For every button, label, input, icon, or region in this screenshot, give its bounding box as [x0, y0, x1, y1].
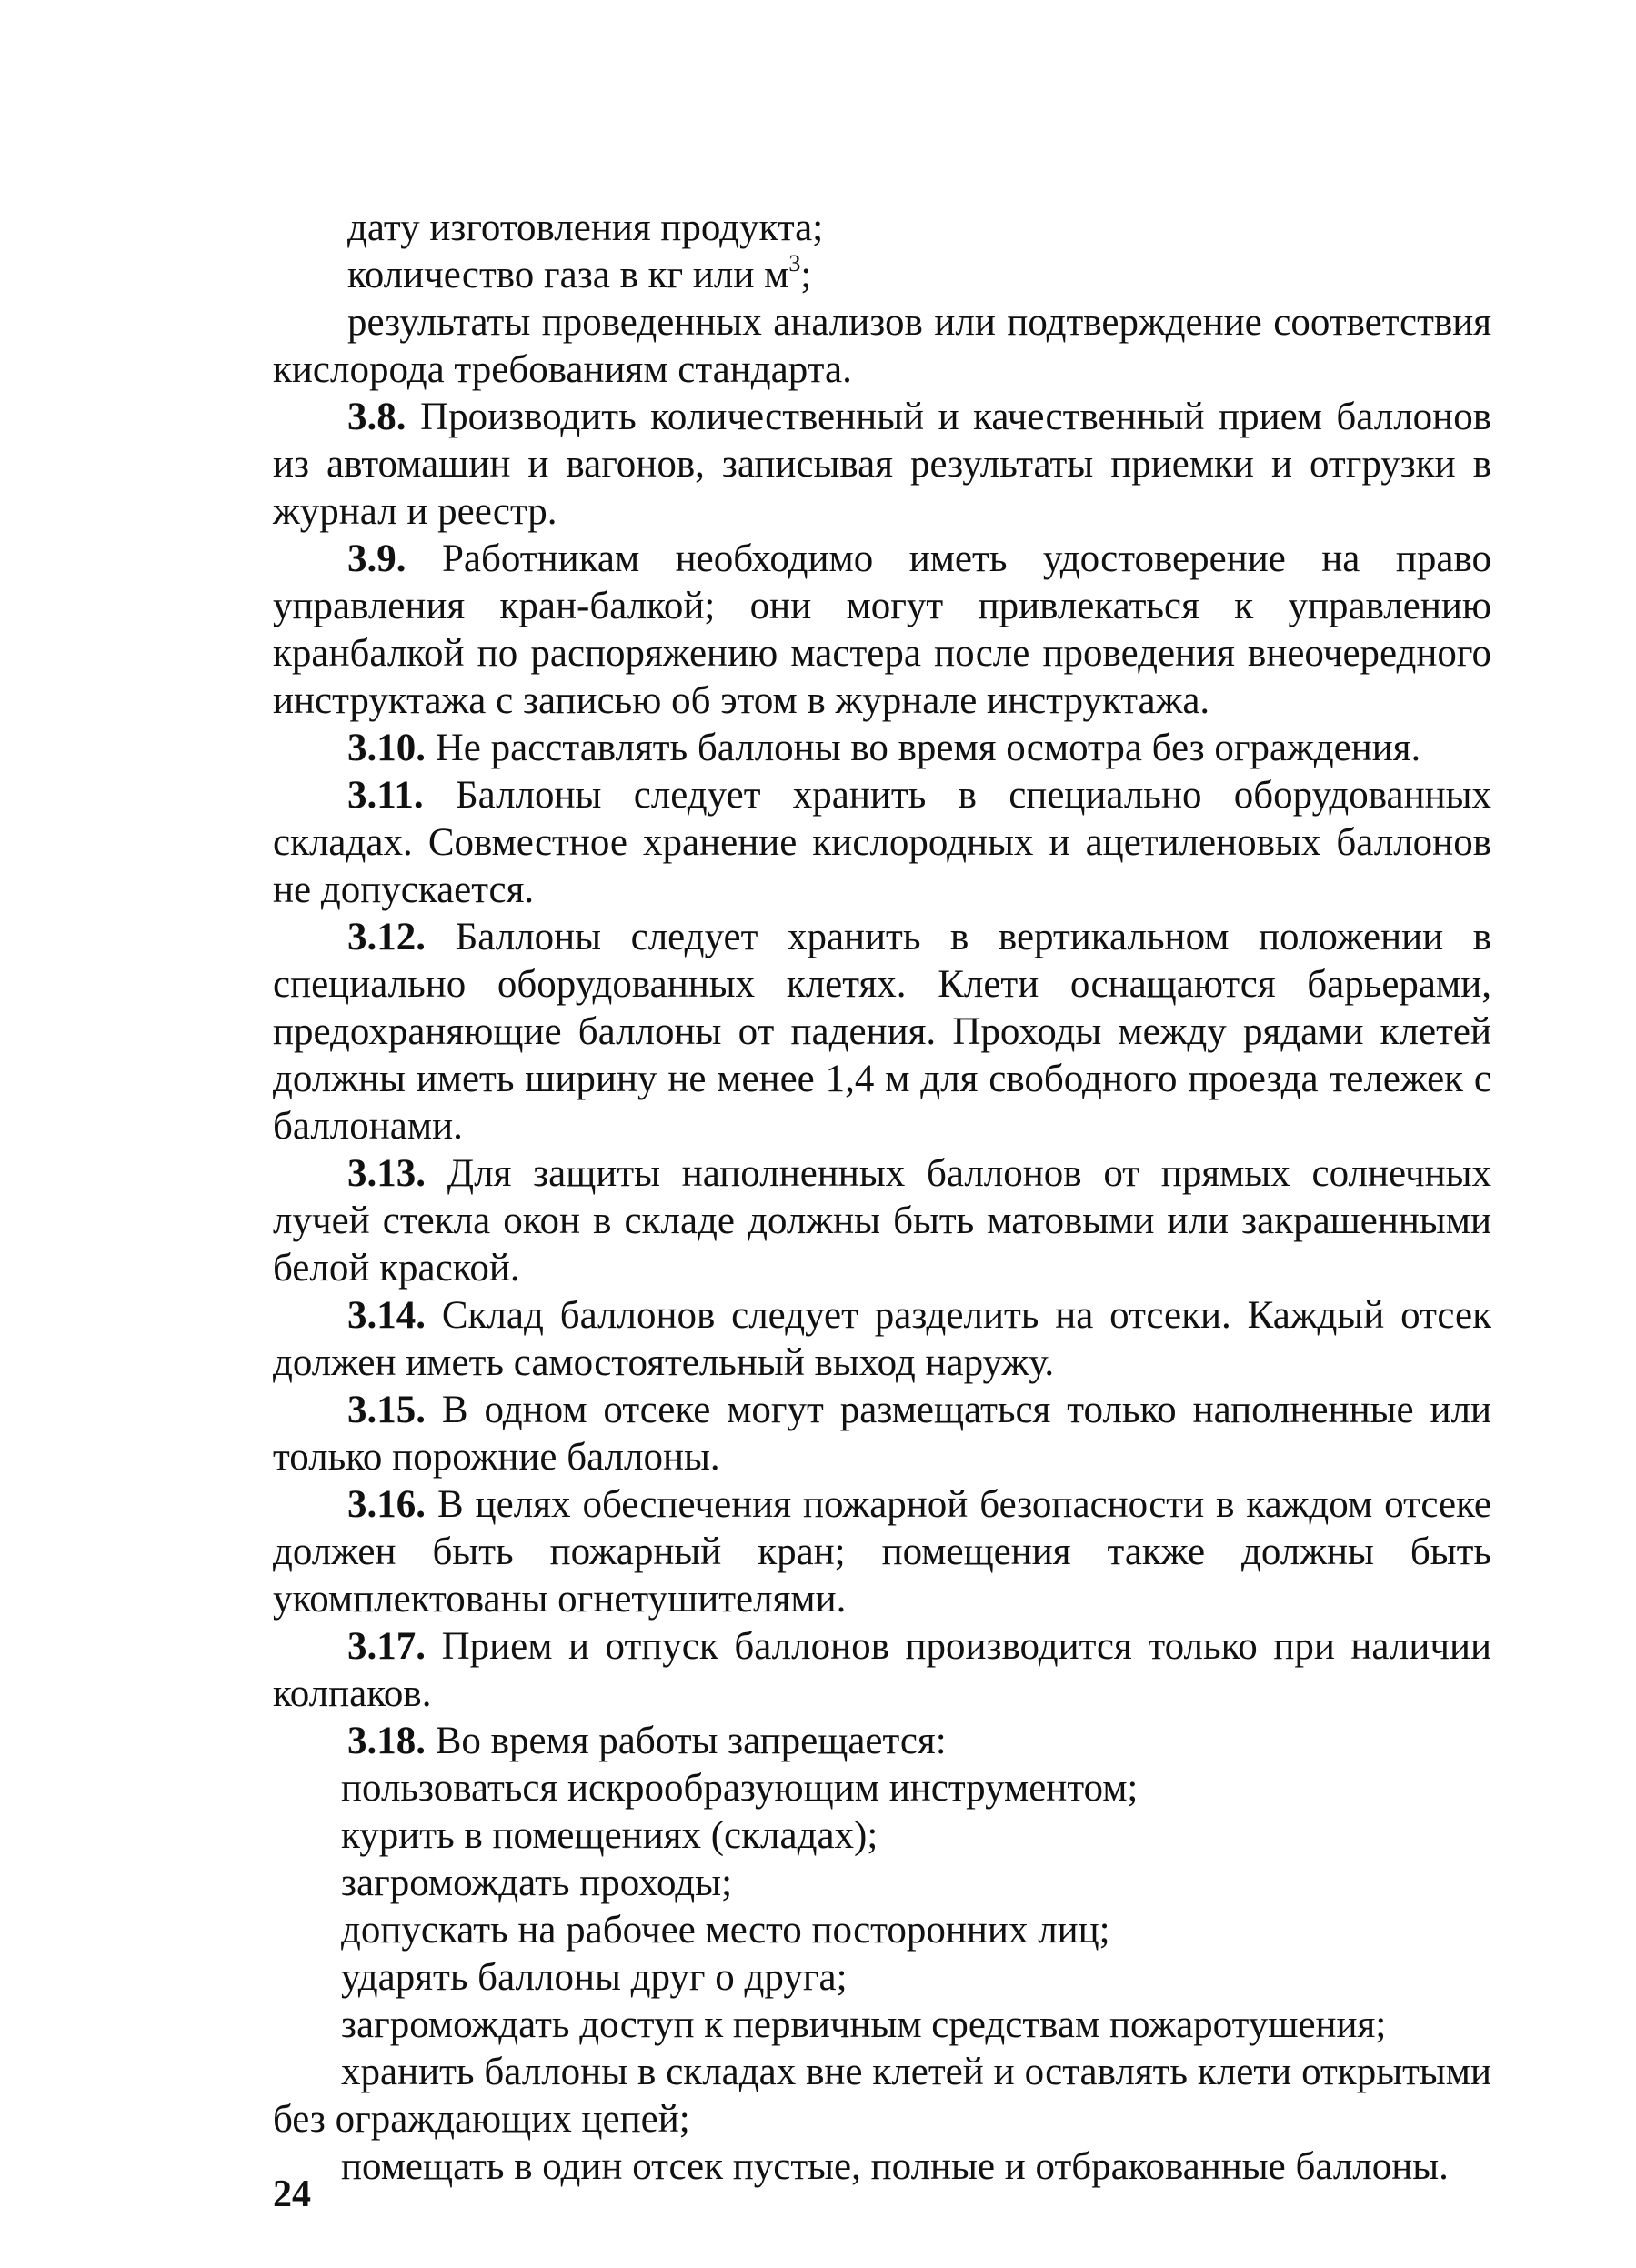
clause-3-16: 3.16. В целях обеспечения пожарной безопасности в каждом отсеке должен быть пожарный кран; помещения также должны быть укомплектованы огнетушителями. [273, 1483, 1491, 1621]
clause-3-8: 3.8. Производить количественный и качественный прием баллонов из автомашин и вагонов, записывая результаты приемки и отгрузки в журнал и реестр. [273, 396, 1491, 533]
prohibition-item: ударять баллоны друг о друга; [341, 1956, 848, 1999]
prohibition-item: загромождать проходы; [341, 1862, 733, 1904]
list-item-analysis-results: результаты проведенных анализов или подтверждение соответствия кислорода требованиям стандарта. [273, 301, 1491, 391]
prohibition-item: загромождать доступ к первичным средствам пожаротушения; [341, 2003, 1387, 2046]
clause-3-9: 3.9. Работникам необходимо иметь удостоверение на право управления кран-балкой; они могут привлекаться к управлению кранбалкой по распоряжению мастера после проведения внеочередного инструктажа с записью об этом в журнале инструктажа. [273, 537, 1491, 722]
prohibition-item: хранить баллоны в складах вне клетей и оставлять клети открытыми без ограждающих цепей; [273, 2051, 1491, 2141]
clause-number: 3.17. [347, 1625, 426, 1668]
clause-3-11: 3.11. Баллоны следует хранить в специально оборудованных складах. Совместное хранение кислородных и ацетиленовых баллонов не допускается. [273, 774, 1491, 911]
clause-3-12: 3.12. Баллоны следует хранить в вертикальном положении в специально оборудованных клетях. Клети оснащаются барьерами, предохраняющие баллоны от падения. Проходы между рядами клетей должны иметь ширину не менее 1,4 м для свободного проезда тележек с баллонами. [273, 916, 1492, 1148]
clause-number: 3.10. [347, 727, 426, 769]
clause-3-10: 3.10. Не расставлять баллоны во время осмотра без ограждения. [347, 727, 1421, 769]
clause-3-17: 3.17. Прием и отпуск баллонов производится только при наличии колпаков. [273, 1625, 1492, 1715]
clause-number: 3.13. [347, 1152, 426, 1195]
clause-number: 3.16. [347, 1483, 426, 1526]
list-item-gas-quantity: количество газа в кг или $м^3$; [347, 250, 812, 296]
clause-number: 3.12. [347, 916, 426, 958]
list-item-manufacture-date: дату изготовления продукта; [347, 206, 824, 249]
prohibition-item: пользоваться искрообразующим инструментом; [341, 1767, 1139, 1810]
clause-3-15: 3.15. В одном отсеке могут размещаться только наполненные или только порожние баллоны. [273, 1389, 1491, 1479]
prohibition-item: допускать на рабочее место посторонних лиц; [341, 1909, 1110, 1952]
clause-3-18: 3.18. Во время работы запрещается: [347, 1720, 947, 1762]
clause-number: 3.18. [347, 1720, 426, 1762]
page-body [273, 205, 1491, 2191]
prohibition-item: курить в помещениях (складах); [341, 1814, 878, 1857]
clause-number: 3.8. [347, 396, 406, 438]
clause-number: 3.14. [347, 1294, 426, 1337]
clause-number: 3.11. [347, 774, 424, 817]
superscript-3: 3 [788, 250, 801, 276]
clause-3-14: 3.14. Склад баллонов следует разделить на отсеки. Каждый отсек должен иметь самостоятельный выход наружу. [273, 1294, 1491, 1384]
clause-3-13: 3.13. Для защиты наполненных баллонов от прямых солнечных лучей стекла окон в складе должны быть матовыми или закрашенными белой краской. [273, 1152, 1492, 1290]
page-number: 24 [273, 2173, 311, 2215]
prohibition-item: помещать в один отсек пустые, полные и отбракованные баллоны. [341, 2145, 1449, 2188]
clause-number: 3.15. [347, 1389, 426, 1431]
clause-number: 3.9. [347, 537, 406, 580]
